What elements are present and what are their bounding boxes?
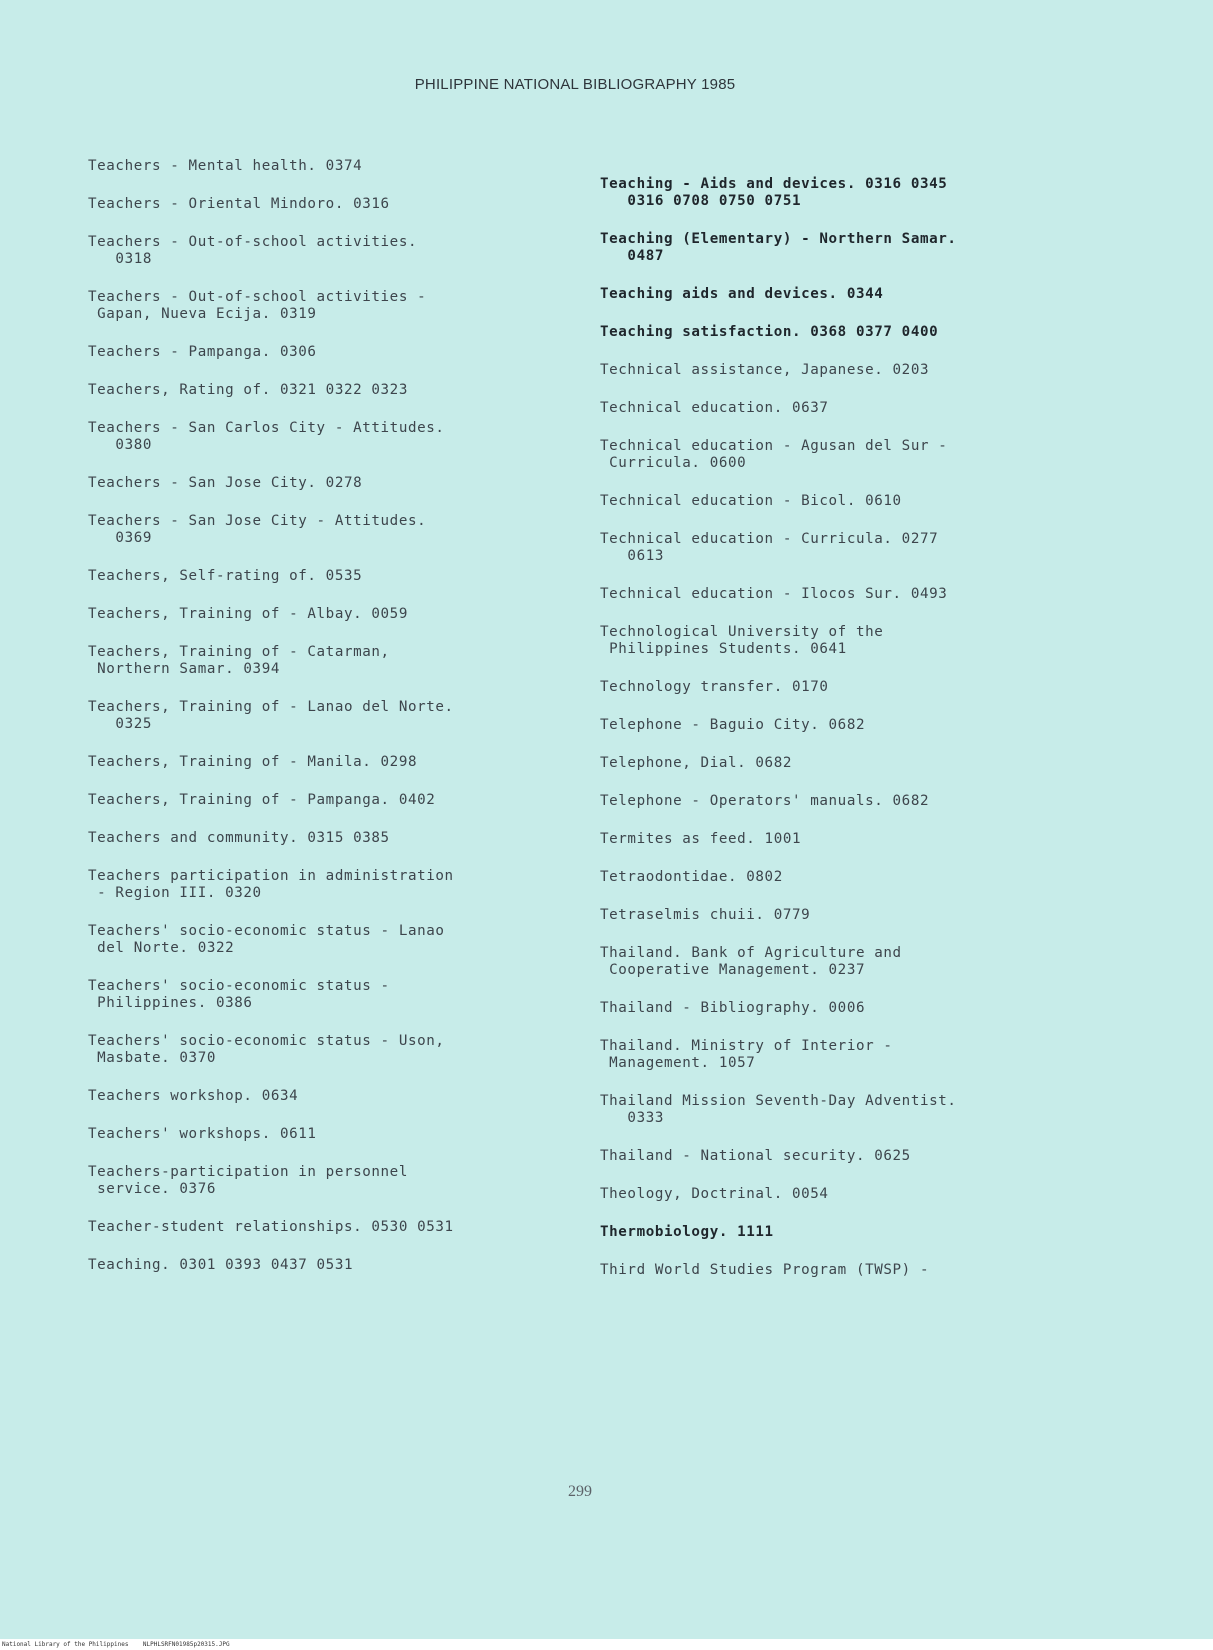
index-entry-line: Teachers and community. 0315 0385 (88, 830, 390, 846)
index-entry (600, 679, 1160, 696)
index-entry (88, 289, 608, 323)
index-entry (88, 1088, 608, 1105)
index-entry (600, 176, 1160, 210)
index-entry-line: Curricula. 0600 (600, 455, 747, 471)
index-entry (600, 1262, 1160, 1279)
index-entry (600, 324, 1160, 341)
index-entry (600, 362, 1160, 379)
index-entry (600, 438, 1160, 472)
index-entry-line: Teachers-participation in personnel (88, 1164, 408, 1180)
index-entry (88, 978, 608, 1012)
index-entry (88, 754, 608, 771)
index-entry (88, 1219, 608, 1236)
index-entry-line: Teachers - Out-of-school activities - (88, 289, 427, 305)
scan-footer: National Library of the Philippines NLPHLSRFN01985p20315.JPG (0, 1639, 1213, 1650)
index-entry-line: Teachers participation in administration (88, 868, 454, 884)
index-entry (88, 1126, 608, 1143)
index-entry-line: Teaching - Aids and devices. 0316 0345 (600, 176, 948, 192)
index-entry (600, 1186, 1160, 1203)
index-entry-line: Telephone, Dial. 0682 (600, 755, 792, 771)
index-entry-line: Teachers, Training of - Catarman, (88, 644, 390, 660)
index-entry-line: Teachers - Out-of-school activities. (88, 234, 418, 250)
index-entry (600, 1038, 1160, 1072)
index-entry (88, 606, 608, 623)
index-entry-line: Thailand. Bank of Agriculture and (600, 945, 902, 961)
index-entry (88, 830, 608, 847)
index-entry (600, 531, 1160, 565)
index-entry (88, 234, 608, 268)
index-entry-line: Telephone - Operators' manuals. 0682 (600, 793, 930, 809)
index-entry-line: Philippines. 0386 (88, 995, 253, 1011)
index-entry (600, 1093, 1160, 1127)
index-entry-line: Teachers' socio-economic status - Uson, (88, 1033, 445, 1049)
index-entry-line: Tetraodontidae. 0802 (600, 869, 783, 885)
index-entry-line: 0316 0708 0750 0751 (600, 193, 802, 209)
index-entry-line: Teachers' socio-economic status - (88, 978, 390, 994)
index-entry-line: 0333 (600, 1110, 664, 1126)
index-entry (88, 792, 608, 809)
index-entry-line: Teachers' socio-economic status - Lanao (88, 923, 445, 939)
index-entry-line: Teachers, Training of - Manila. 0298 (88, 754, 418, 770)
page-number: 299 (568, 1483, 592, 1500)
index-entry-line: Teaching (Elementary) - Northern Samar. (600, 231, 957, 247)
index-entry-line: - Region III. 0320 (88, 885, 262, 901)
index-entry-line: 0369 (88, 530, 152, 546)
index-entry-line: Teachers, Training of - Lanao del Norte. (88, 699, 454, 715)
index-entry-line: Teachers - Pampanga. 0306 (88, 344, 317, 360)
index-entry-line: Teachers - Oriental Mindoro. 0316 (88, 196, 390, 212)
index-entry-line: Technical education - Curricula. 0277 (600, 531, 939, 547)
index-entry (88, 699, 608, 733)
index-entry-line: Teaching aids and devices. 0344 (600, 286, 884, 302)
index-entry (88, 1164, 608, 1198)
index-entry-line: Teachers - San Jose City. 0278 (88, 475, 363, 491)
index-entry-line: Teachers - San Jose City - Attitudes. (88, 513, 427, 529)
left-column (88, 158, 608, 1295)
index-entry-line: Tetraselmis chuii. 0779 (600, 907, 811, 923)
index-entry-line: Technological University of the (600, 624, 884, 640)
index-entry-line: Teaching satisfaction. 0368 0377 0400 (600, 324, 939, 340)
index-entry (88, 475, 608, 492)
index-entry-line: 0613 (600, 548, 664, 564)
index-entry-line: 0487 (600, 248, 664, 264)
index-entry (600, 1148, 1160, 1165)
index-entry (600, 907, 1160, 924)
right-column (600, 176, 1160, 1300)
index-entry (600, 586, 1160, 603)
index-entry-line: Thailand Mission Seventh-Day Adventist. (600, 1093, 957, 1109)
index-entry-line: Teaching. 0301 0393 0437 0531 (88, 1257, 354, 1273)
index-entry-line: Technical assistance, Japanese. 0203 (600, 362, 930, 378)
index-entry-line: Teachers, Training of - Pampanga. 0402 (88, 792, 436, 808)
index-entry-line: service. 0376 (88, 1181, 216, 1197)
index-entry-line: Teachers workshop. 0634 (88, 1088, 299, 1104)
index-entry-line: 0380 (88, 437, 152, 453)
index-entry-line: 0325 (88, 716, 152, 732)
index-entry-line: Thailand - Bibliography. 0006 (600, 1000, 866, 1016)
index-entry-line: Philippines Students. 0641 (600, 641, 847, 657)
index-entry-line: Teacher-student relationships. 0530 0531 (88, 1219, 454, 1235)
index-entry (88, 1257, 608, 1274)
index-entry (88, 420, 608, 454)
index-entry (600, 493, 1160, 510)
index-entry-line: Technical education - Ilocos Sur. 0493 (600, 586, 948, 602)
index-entry-line: Teachers, Self-rating of. 0535 (88, 568, 363, 584)
index-entry (88, 513, 608, 547)
index-entry-line: Teachers' workshops. 0611 (88, 1126, 317, 1142)
index-entry (88, 644, 608, 678)
index-entry (88, 568, 608, 585)
index-entry (88, 868, 608, 902)
index-entry-line: Thailand - National security. 0625 (600, 1148, 911, 1164)
index-entry-line: Technical education - Bicol. 0610 (600, 493, 902, 509)
index-entry-line: Theology, Doctrinal. 0054 (600, 1186, 829, 1202)
index-entry-line: Telephone - Baguio City. 0682 (600, 717, 866, 733)
index-entry (600, 755, 1160, 772)
index-entry-line: Termites as feed. 1001 (600, 831, 802, 847)
index-entry-line: 0318 (88, 251, 152, 267)
index-entry-line: Thailand. Ministry of Interior - (600, 1038, 893, 1054)
index-entry-line: Teachers - San Carlos City - Attitudes. (88, 420, 445, 436)
index-entry (600, 945, 1160, 979)
index-entry (600, 400, 1160, 417)
index-entry (88, 158, 608, 175)
index-entry-line: Third World Studies Program (TWSP) - (600, 1262, 930, 1278)
index-entry-line: Teachers, Rating of. 0321 0322 0323 (88, 382, 408, 398)
index-entry-line: Technology transfer. 0170 (600, 679, 829, 695)
index-entry-line: Management. 1057 (600, 1055, 756, 1071)
page-header: PHILIPPINE NATIONAL BIBLIOGRAPHY 1985 (414, 76, 736, 93)
index-entry-line: Teachers - Mental health. 0374 (88, 158, 363, 174)
index-entry (88, 923, 608, 957)
index-entry (600, 793, 1160, 810)
index-entry (88, 344, 608, 361)
index-entry-line: Teachers, Training of - Albay. 0059 (88, 606, 408, 622)
index-entry (600, 286, 1160, 303)
index-entry-line: Northern Samar. 0394 (88, 661, 280, 677)
index-entry-line: Technical education - Agusan del Sur - (600, 438, 948, 454)
index-entry (600, 1224, 1160, 1241)
index-entry-line: Gapan, Nueva Ecija. 0319 (88, 306, 317, 322)
index-entry (88, 1033, 608, 1067)
index-entry (600, 717, 1160, 734)
index-entry-line: del Norte. 0322 (88, 940, 235, 956)
index-entry (600, 831, 1160, 848)
index-entry (88, 196, 608, 213)
index-entry-line: Masbate. 0370 (88, 1050, 216, 1066)
index-entry-line: Cooperative Management. 0237 (600, 962, 866, 978)
index-entry (600, 231, 1160, 265)
index-entry-line: Technical education. 0637 (600, 400, 829, 416)
index-entry (600, 1000, 1160, 1017)
index-entry-line: Thermobiology. 1111 (600, 1224, 774, 1240)
index-entry (600, 869, 1160, 886)
index-entry (600, 624, 1160, 658)
index-entry (88, 382, 608, 399)
